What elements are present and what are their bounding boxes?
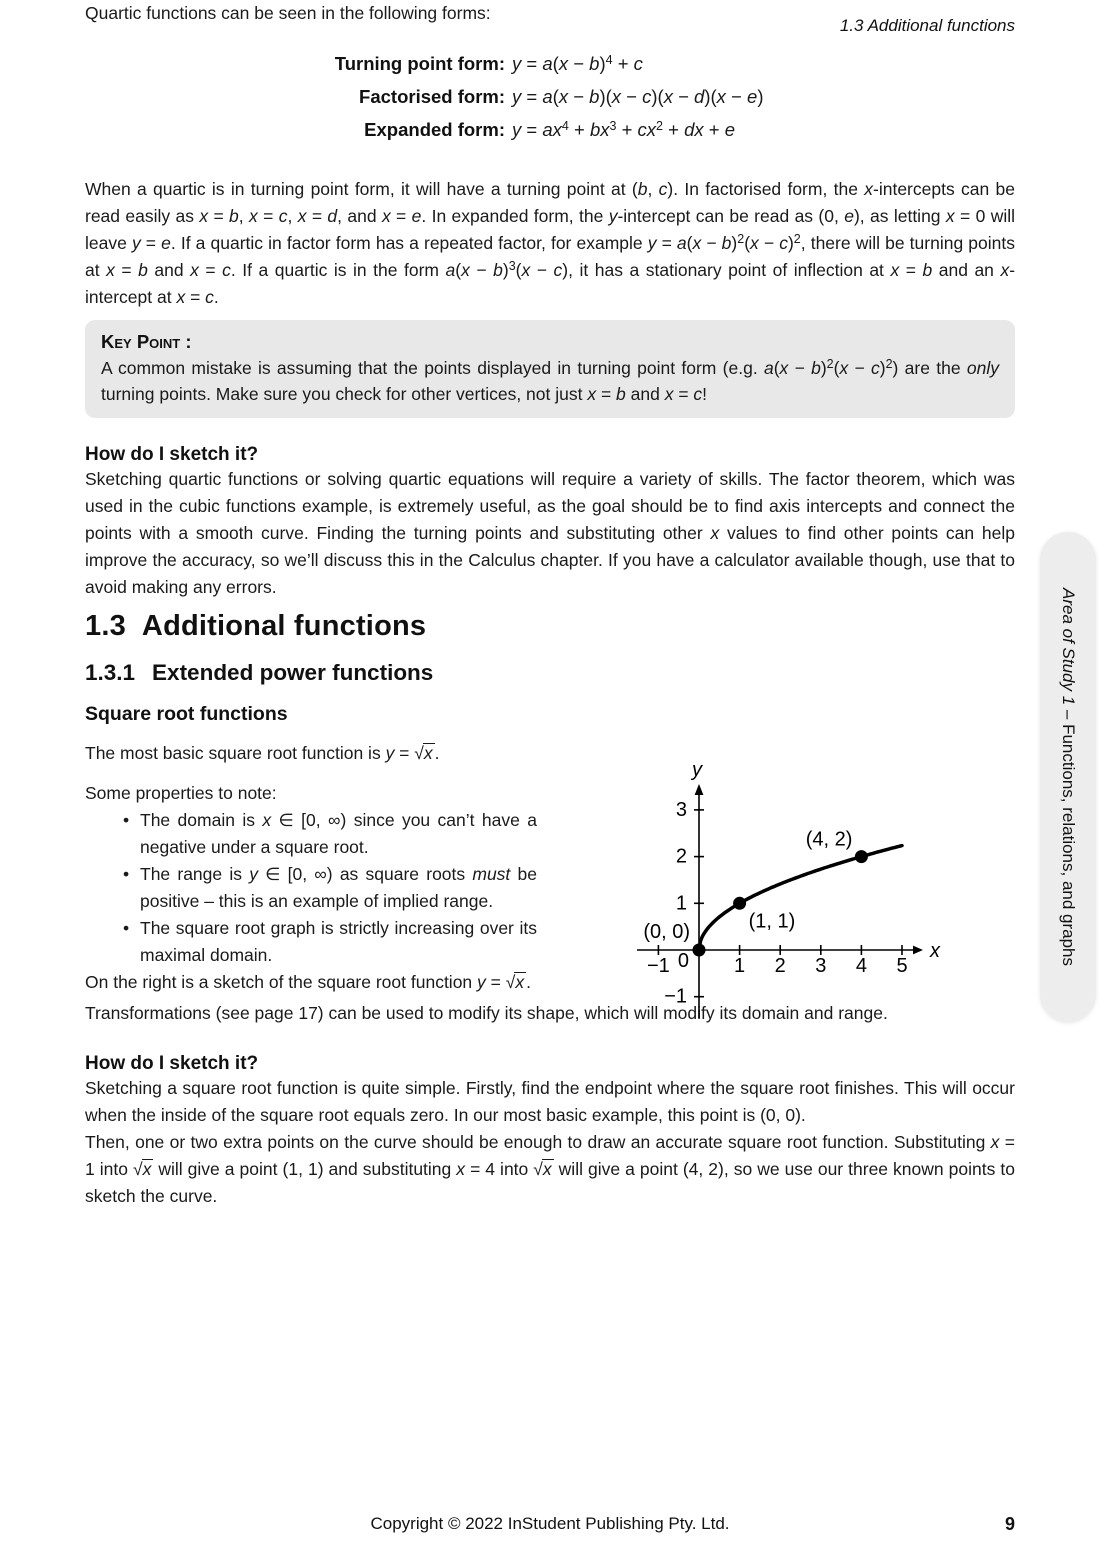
section-heading <box>85 610 1015 643</box>
page-number: 9 <box>1004 1514 1015 1534</box>
y-tick-label: 2 <box>675 845 687 868</box>
property-bullet-range: • The range is y ∈ [0, ∞) as square roots must be positive – this is an example of implied range. <box>85 861 537 915</box>
data-point <box>693 944 706 957</box>
data-point <box>855 850 868 863</box>
form-row-factorised <box>85 80 1015 113</box>
tab-label-topic: Functions, relations, and graphs <box>1059 724 1078 966</box>
properties-and-graph-section <box>85 759 1015 1008</box>
page-content <box>85 0 1015 1210</box>
section-number: 1.3 <box>85 610 126 642</box>
properties-lead: Some properties to note: <box>85 783 277 803</box>
form-equation: y = a(x − b)(x − c)(x − d)(x − e) <box>512 86 764 107</box>
sqrt-graph-figure <box>610 752 950 1027</box>
page-footer <box>85 1514 1015 1540</box>
x-axis-arrow <box>913 946 923 955</box>
x-axis-label: x <box>930 940 940 962</box>
point-label: (0, 0) <box>643 921 690 943</box>
sketch-quartic-paragraph: Sketching quartic functions or solving quartic equations will require a variety of skills. The factor theorem, which was used in the cubic functions example, is extremely useful, as the goal should be to find axis intercepts and connect the points with a smooth curve. Finding the turning points and substituting other x values to find other points can help improve the accuracy, so we’ll discuss this in the Calculus chapter. If you have a calculator available though, use that to avoid making any errors. <box>85 469 1015 597</box>
sketch-sqrt-paragraph-1: Sketching a square root function is quite simple. Firstly, find the endpoint where the square root finishes. This will occur when the inside of the square root equals zero. In our most basic example, this point is (0, 0). <box>85 1078 1015 1125</box>
properties-column <box>85 780 537 996</box>
quartic-explanation-paragraph: When a quartic is in turning point form, it will have a turning point at (b, c). In factorised form, the x-intercepts can be read easily as x = b, x = c, x = d, and x = e. In expanded form, the y-intercept can be read as (0, e), as letting x = 0 will leave y = e. If a quartic in factor form has a repeated factor, for example $y = a(x - b)^2(x - c)^2$, there will be turning points at x = b and x = c. If a quartic is in the form $a(x - b)^3(x - c)$, it has a stationary point of inflection at x = b and an x-intercept at x = c. <box>85 179 1016 307</box>
form-label: Factorised form: <box>359 86 505 107</box>
form-row-turning-point <box>85 47 1015 80</box>
quartic-forms-block <box>85 47 1015 146</box>
key-point-box <box>85 320 1015 418</box>
form-label: Turning point form: <box>334 53 505 74</box>
x-tick-label: 5 <box>896 955 908 977</box>
on-right-paragraph: On the right is a sketch of the square root function y = √x . <box>85 972 531 992</box>
key-point-title: Key Point : <box>101 331 192 352</box>
sqrt-function-chart <box>610 752 950 1027</box>
form-row-expanded <box>85 113 1015 146</box>
section-title: Additional functions <box>141 610 427 642</box>
property-bullet-domain: • The domain is x ∈ [0, ∞) since you can’t have a negative under a square root. <box>85 807 537 861</box>
property-bullet-increasing: • The square root graph is strictly increasing over its maximal domain. <box>85 915 537 969</box>
sqrt-curve <box>699 846 902 950</box>
point-label: (4, 2) <box>805 828 853 851</box>
form-equation: $y = ax^4 + bx^3 + cx^2$ + dx + e <box>512 119 736 140</box>
form-label: Expanded form: <box>364 119 505 140</box>
subsection-heading <box>85 660 1015 686</box>
x-tick-label: 2 <box>774 955 786 977</box>
data-point <box>733 897 746 910</box>
area-of-study-tab <box>1040 532 1096 1022</box>
subsection-title: Extended power functions <box>152 660 434 685</box>
form-equation: $y = a(x - b)^4 + c$ <box>512 53 643 74</box>
y-tick-label: 1 <box>675 892 687 915</box>
running-header: 1.3 Additional functions <box>839 16 1015 35</box>
transformations-paragraph: Transformations (see page 17) can be used to modify its shape, which will modify its domain and range. <box>85 1003 888 1023</box>
x-tick-label: 3 <box>815 955 827 977</box>
tab-label-course-area: Area of Study 1 – <box>1059 587 1078 725</box>
copyright-text: Copyright © 2022 InStudent Publishing Pty. Ltd. <box>370 1514 730 1533</box>
sketch-sqrt-paragraph-2: Then, one or two extra points on the curve should be enough to draw an accurate square root function. Substituting x = 1 into √x will give a point (1, 1) and substituting x = 4 into √x will give a point (4, 2), so we use our three known points to sketch the curve. <box>85 1132 1015 1206</box>
basic-sqrt-paragraph: The most basic square root function is y = √x . <box>85 743 440 763</box>
origin-label: 0 <box>677 950 689 972</box>
y-tick-label: 3 <box>675 798 687 821</box>
square-root-heading: Square root functions <box>85 703 288 725</box>
x-tick-label: 1 <box>734 955 746 977</box>
intro-paragraph: Quartic functions can be seen in the following forms: <box>85 3 491 23</box>
y-axis-arrow <box>695 784 704 795</box>
area-of-study-tab-label <box>1058 588 1078 966</box>
x-tick-label: −1 <box>646 955 670 977</box>
key-point-body: A common mistake is assuming that the points displayed in turning point form (e.g. $a(x - b)^2(x - c)^2$) are the only turning points. Make sure you check for other vertices, not just x = b and x = c! <box>101 357 999 404</box>
subsection-number: 1.3.1 <box>85 660 136 685</box>
how-sketch-quartic-heading: How do I sketch it? <box>85 444 259 465</box>
how-sketch-sqrt-heading: How do I sketch it? <box>85 1053 259 1074</box>
point-label: (1, 1) <box>748 910 796 933</box>
y-axis-label: y <box>692 759 702 781</box>
y-tick-label: −1 <box>664 985 687 1008</box>
properties-list <box>85 807 537 969</box>
x-tick-label: 4 <box>855 955 867 977</box>
